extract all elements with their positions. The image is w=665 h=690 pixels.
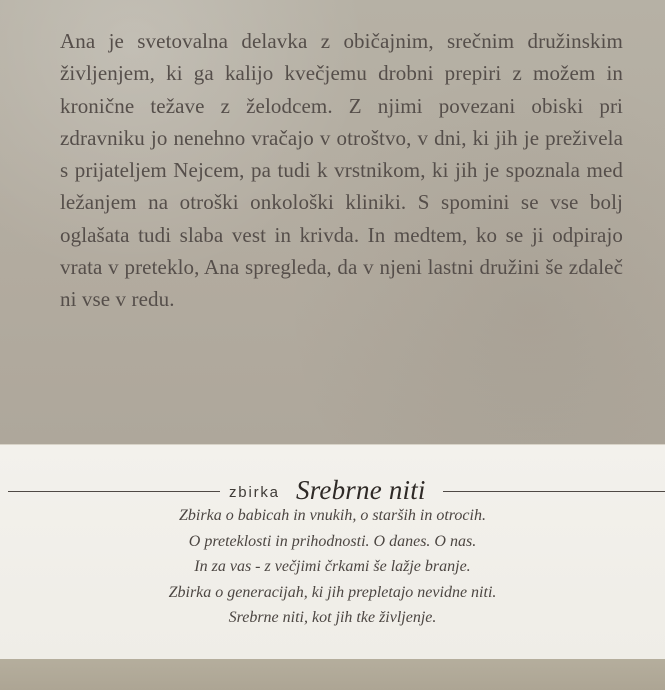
series-description <box>50 503 615 631</box>
series-name: Srebrne niti <box>296 475 426 505</box>
right-divider-line <box>443 491 665 492</box>
series-description-line-2: O preteklosti in prihodnosti. O danes. O nas. <box>188 532 477 550</box>
series-description-line-5: Srebrne niti, kot jih tke življenje. <box>228 609 437 626</box>
book-synopsis: Ana je svetovalna delavka z običajnim, srečnim družinskim življenjem, ki ga kalijo kvečjemu drobni prepiri z možem in kronične težave z želodcem. Z njimi povezani obiski pri zdravniku jo nenehno vračajo v otroštvo, v dni, ki jih je preživela s prijateljem Nejcem, pa tudi k vrstnikom, ki jih je spoznala med ležanjem na otroški onkološki kliniki. S spomini se vse bolj oglašata tudi slaba vest in krivda. In medtem, ko se ji odpirajo vrata v preteklo, Ana spregleda, da v njeni lastni družini še zdaleč ni vse v redu. <box>60 29 623 312</box>
series-prefix: zbirka <box>229 484 280 501</box>
series-description-line-3: In za vas - z večjimi črkami še lažje branje. <box>194 558 471 575</box>
series-description-line-4: Zbirka o generacijah, ki jih prepletajo nevidne niti. <box>168 583 497 601</box>
bottom-cover-strip <box>0 659 665 690</box>
series-panel <box>0 444 665 660</box>
series-description-line-1: Zbirka o babicah in vnukih, o starših in otrocih. <box>179 507 486 524</box>
left-divider-line <box>8 491 220 492</box>
